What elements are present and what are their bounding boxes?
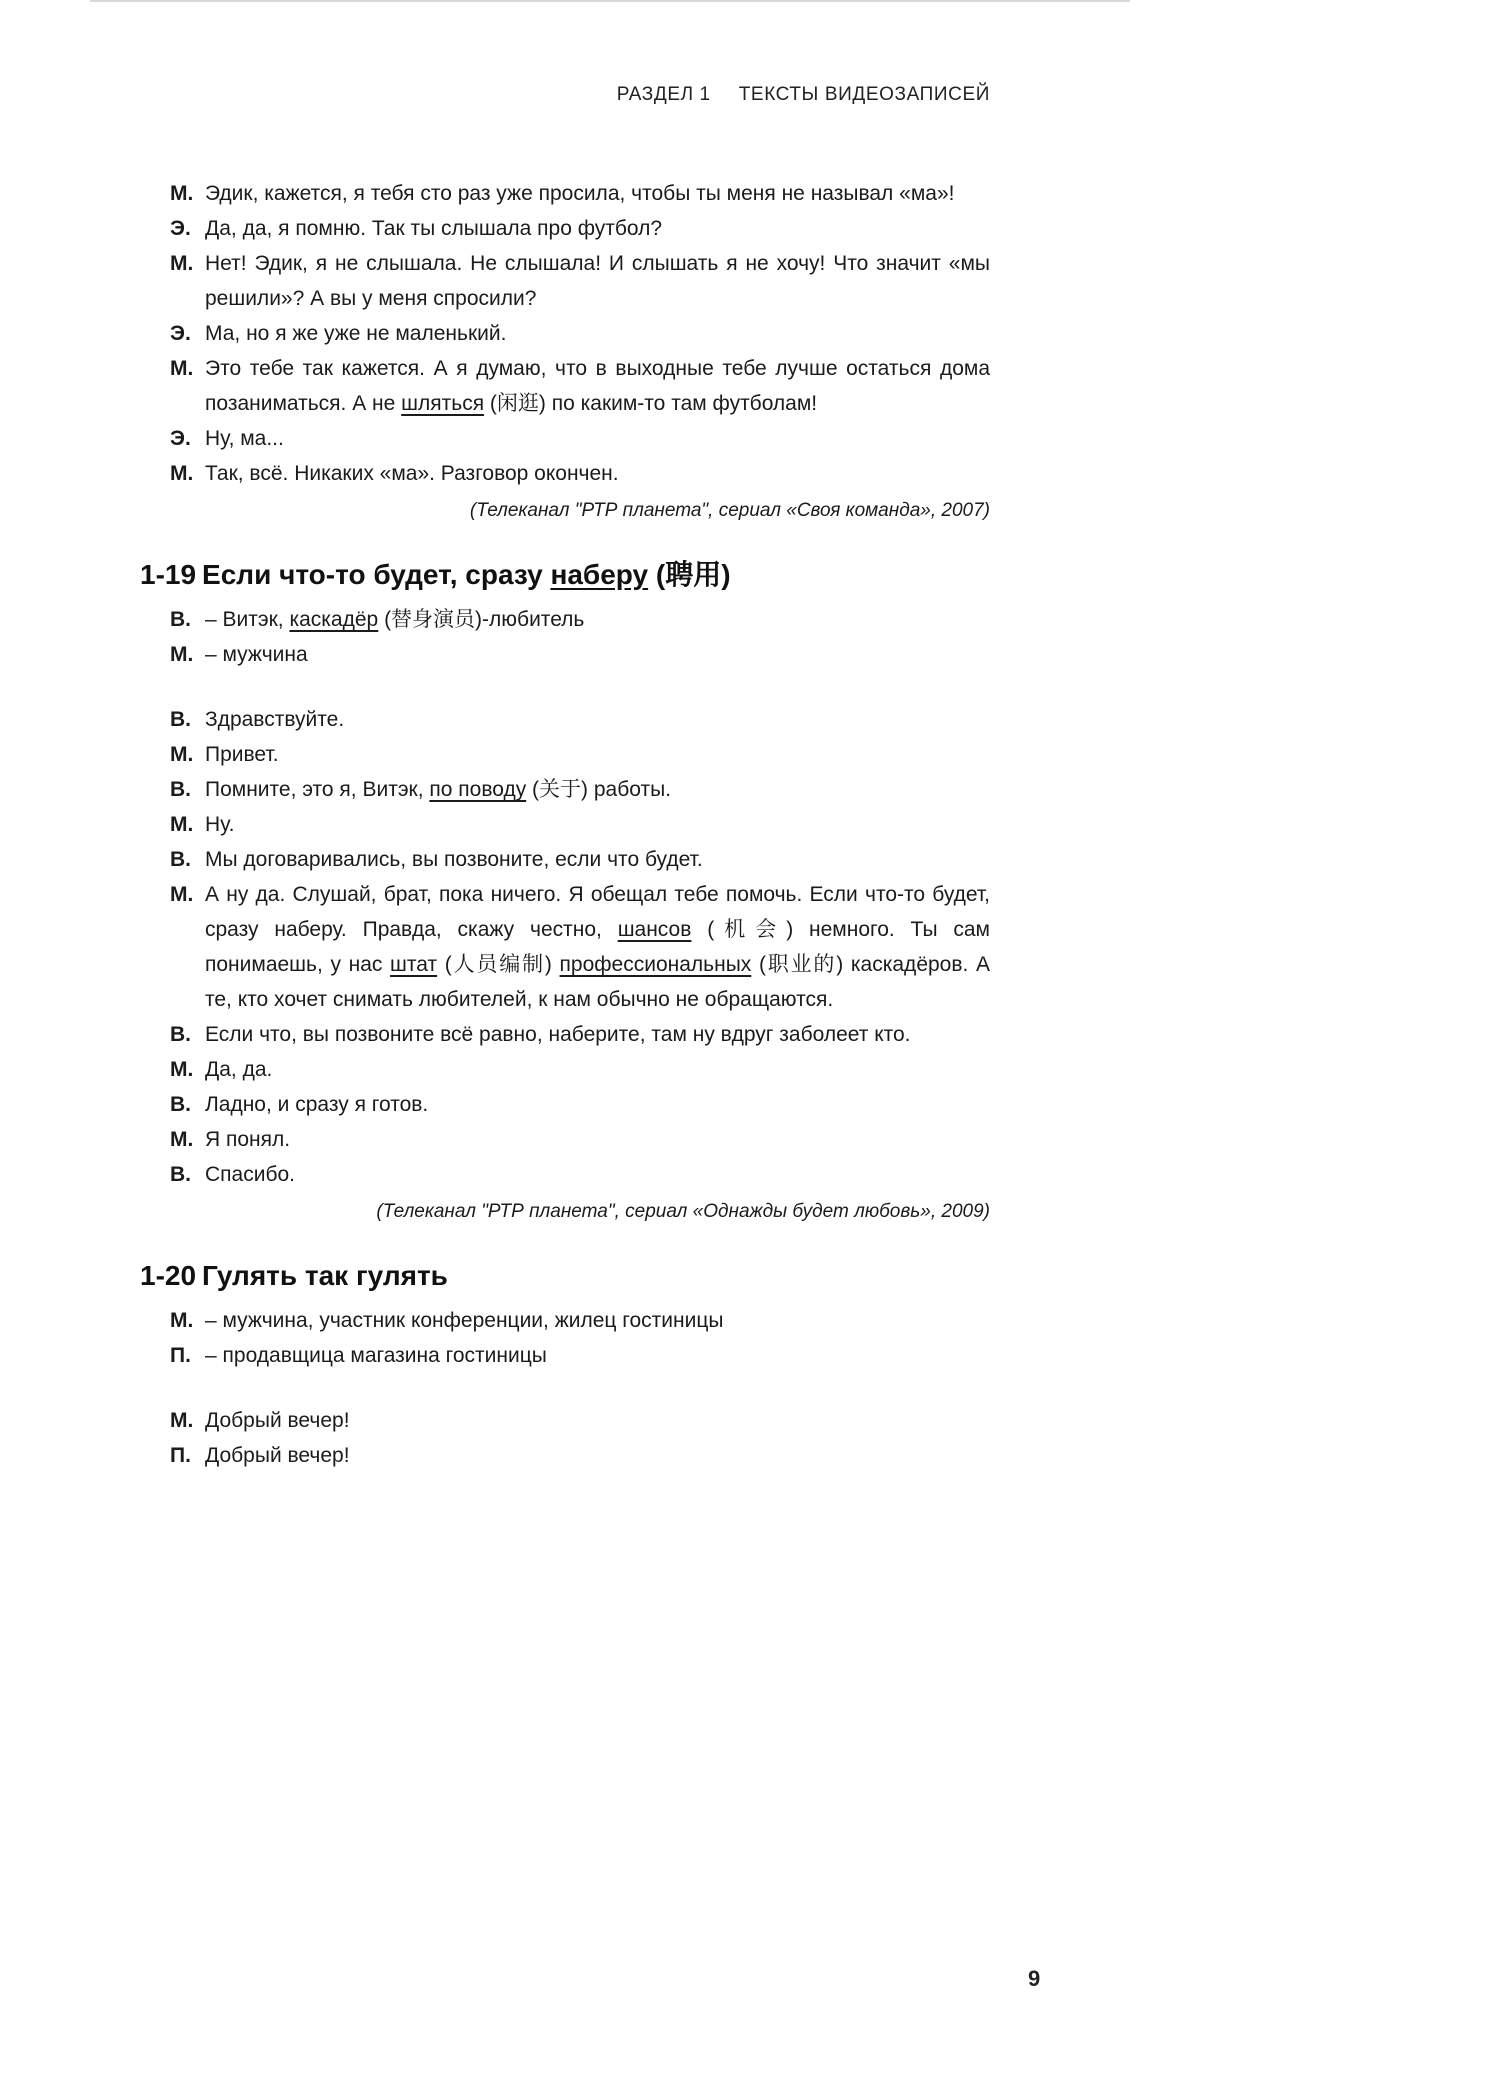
dialogue-line (140, 351, 990, 421)
source-attribution: (Телеканал "РТР планета", сериал «Однажды будет любовь», 2009) (376, 1201, 990, 1222)
line-text (205, 1344, 547, 1367)
section-heading (140, 1256, 990, 1296)
dialogue-line (140, 1087, 990, 1122)
speaker-label: М. (170, 182, 194, 205)
speaker-label: М. (170, 1409, 194, 1432)
running-header (140, 84, 990, 106)
line-text (205, 708, 344, 731)
underlined-term: шансов (617, 918, 692, 941)
dialogue-line (140, 842, 990, 877)
text-segment: Это тебе так кажется. А я думаю, что в выходные тебе лучше остаться дома позаниматься. А не (205, 357, 990, 415)
dialogue-line (140, 1122, 990, 1157)
scan-edge-line (90, 0, 1130, 2)
speaker-label: В. (170, 1163, 191, 1186)
speaker-label: М. (170, 1309, 194, 1332)
text-segment: Да, да. (205, 1058, 273, 1081)
line-text (205, 462, 619, 485)
line-text (205, 778, 671, 801)
dialogue-line (140, 737, 990, 772)
dialogue-line (140, 246, 990, 316)
running-header-section: РАЗДЕЛ 1 (616, 84, 711, 105)
dialogue-line (140, 1052, 990, 1087)
line-text (205, 813, 234, 836)
section-title (202, 1260, 448, 1291)
text-segment: (聘用) (648, 559, 731, 590)
speaker-label: Э. (170, 322, 191, 345)
text-segment: (机会) немного. Ты сам понимаешь, у нас (205, 918, 990, 976)
speaker-label: В. (170, 1093, 191, 1116)
section-title (202, 559, 731, 590)
speaker-label: П. (170, 1344, 191, 1367)
speaker-label: М. (170, 813, 194, 836)
text-segment: – Витэк, (205, 608, 290, 631)
source-attribution: (Телеканал "РТР планета", сериал «Своя команда», 2007) (469, 500, 990, 521)
speaker-label: П. (170, 1444, 191, 1467)
line-text (205, 608, 584, 631)
speaker-label: М. (170, 462, 194, 485)
line-text (205, 182, 954, 205)
dialogue-line (140, 1157, 990, 1192)
dialogue-line (140, 316, 990, 351)
dialogue-line (140, 176, 990, 211)
character-line (140, 1303, 990, 1338)
dialogue-line (140, 1403, 990, 1438)
text-segment: Здравствуйте. (205, 708, 345, 731)
text-segment: Ладно, и сразу я готов. (205, 1093, 429, 1116)
dialogue-line (140, 877, 990, 1017)
text-segment: (替身演员)-любитель (378, 608, 585, 631)
text-segment: Я понял. (205, 1128, 291, 1151)
speaker-label: М. (170, 1058, 194, 1081)
text-segment: Добрый вечер! (205, 1444, 350, 1467)
text-segment: Если что-то будет, сразу (202, 559, 551, 590)
text-segment: Мы договаривались, вы позвоните, если что будет. (205, 848, 703, 871)
speaker-label: В. (170, 1023, 191, 1046)
line-text (205, 1093, 428, 1116)
dialogue-line (140, 456, 990, 491)
dialogue-line (140, 1438, 990, 1473)
line-text (205, 1163, 295, 1186)
text-segment: Так, всё. Никаких «ма». Разговор окончен. (205, 462, 619, 485)
text-segment: Да, да, я помню. Так ты слышала про футбол? (205, 217, 663, 240)
underlined-term: шляться (401, 392, 485, 415)
line-text (205, 1128, 290, 1151)
dialogue-line (140, 1017, 990, 1052)
character-list (140, 1303, 990, 1373)
dialogue-block (140, 1403, 990, 1473)
dialogue-line (140, 702, 990, 737)
section-number: 1-19 (140, 559, 197, 590)
underlined-term: наберу (550, 559, 649, 590)
speaker-label: Э. (170, 217, 191, 240)
running-header-title: ТЕКСТЫ ВИДЕОЗАПИСЕЙ (738, 84, 990, 105)
text-segment: – мужчина, участник конференции, жилец гостиницы (205, 1309, 724, 1332)
text-segment: А ну да. Слушай, брат, пока ничего. Я обещал тебе помочь. Если что-то будет, сразу наберу. Правда, скажу честно, (205, 883, 990, 941)
character-line (140, 1338, 990, 1373)
speaker-label: В. (170, 708, 191, 731)
text-segment: Эдик, кажется, я тебя сто раз уже просила, чтобы ты меня не называл «ма»! (205, 182, 955, 205)
line-text (205, 848, 703, 871)
text-segment: (闲逛) по каким-то там футболам! (484, 392, 818, 415)
dialogue-line (140, 211, 990, 246)
text-segment: Если что, вы позвоните всё равно, наберите, там ну вдруг заболеет кто. (205, 1023, 911, 1046)
line-text (205, 643, 308, 666)
line-text (205, 217, 662, 240)
text-segment: Спасибо. (205, 1163, 295, 1186)
dialogue-block (140, 176, 990, 491)
line-text (205, 743, 279, 766)
speaker-label: В. (170, 778, 191, 801)
line-text (205, 883, 990, 1011)
underlined-term: профессиональных (559, 953, 752, 976)
dialogue-line (140, 772, 990, 807)
text-segment: Ма, но я же уже не маленький. (205, 322, 507, 345)
character-line (140, 602, 990, 637)
speaker-label: М. (170, 252, 194, 275)
text-segment: Помните, это я, Витэк, (205, 778, 430, 801)
text-segment: Ну, ма... (205, 427, 284, 450)
line-text (205, 322, 506, 345)
text-segment: – мужчина (205, 643, 308, 666)
dialogue-line (140, 421, 990, 456)
section-heading (140, 555, 990, 595)
speaker-label: М. (170, 643, 194, 666)
line-text (205, 252, 990, 310)
dialogue-block (140, 702, 990, 1192)
underlined-term: каскадёр (289, 608, 379, 631)
line-text (205, 427, 284, 450)
speaker-label: М. (170, 1128, 194, 1151)
dialogue-line (140, 807, 990, 842)
underlined-term: по поводу (429, 778, 527, 801)
line-text (205, 1023, 911, 1046)
speaker-label: М. (170, 743, 194, 766)
character-list (140, 602, 990, 672)
underlined-term: штат (390, 953, 438, 976)
text-segment: Гулять так гулять (202, 1260, 448, 1291)
text-segment: – продавщица магазина гостиницы (205, 1344, 547, 1367)
speaker-label: М. (170, 883, 194, 906)
text-segment: (人员编制) (437, 953, 560, 976)
line-text (205, 1444, 350, 1467)
text-segment: Привет. (205, 743, 279, 766)
text-segment: (职业的) каскадёров. А те, кто хочет снимать любителей, к нам обычно не обращаются. (205, 953, 991, 1011)
line-text (205, 1409, 350, 1432)
line-text (205, 357, 990, 415)
line-text (205, 1309, 723, 1332)
text-segment: Нет! Эдик, я не слышала. Не слышала! И слышать я не хочу! Что значит «мы решили»? А вы у меня спросили? (205, 252, 990, 310)
line-text (205, 1058, 272, 1081)
section-number: 1-20 (140, 1260, 197, 1291)
page-content (140, 176, 990, 1473)
speaker-label: В. (170, 608, 191, 631)
speaker-label: М. (170, 357, 194, 380)
text-segment: Добрый вечер! (205, 1409, 350, 1432)
text-segment: Ну. (205, 813, 235, 836)
speaker-label: Э. (170, 427, 191, 450)
character-line (140, 637, 990, 672)
text-segment: (关于) работы. (526, 778, 672, 801)
page-number: 9 (1028, 1966, 1041, 1991)
speaker-label: В. (170, 848, 191, 871)
